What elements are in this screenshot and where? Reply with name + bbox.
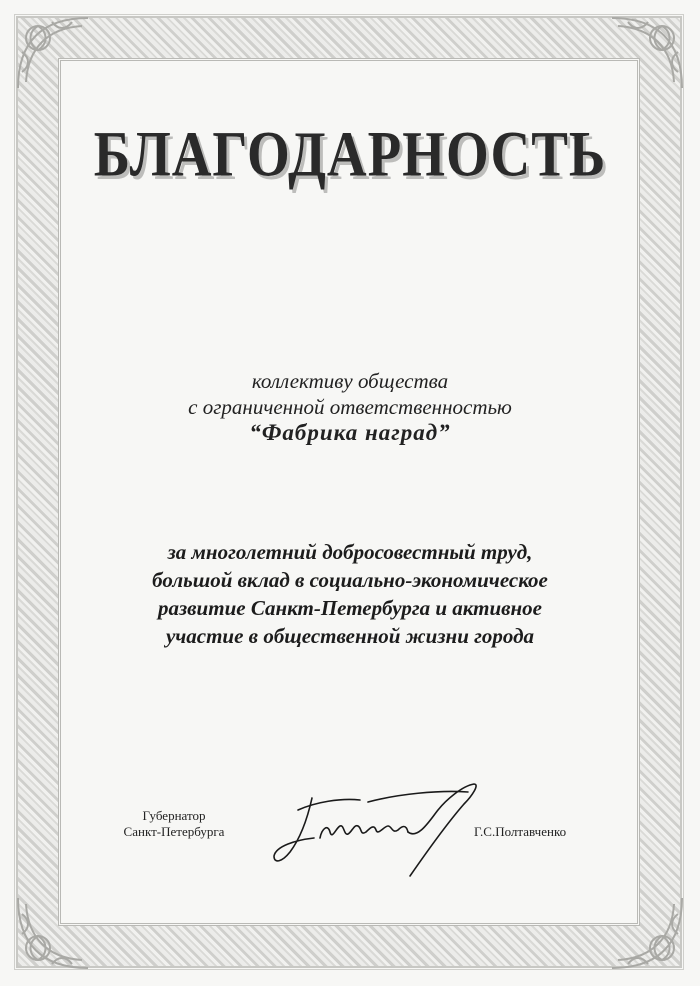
reason-line: развитие Санкт-Петербурга и активное [157, 596, 543, 620]
reason-line: за многолетний добросовестный труд, [167, 540, 533, 564]
signer-position-line: Санкт-Петербурга [123, 824, 225, 839]
organization-name: “Фабрика наград” [249, 420, 451, 445]
certificate-title: БЛАГОДАРНОСТЬ [93, 117, 607, 190]
signer-position [114, 808, 234, 840]
recipient-line: коллективу общества [251, 369, 449, 393]
signer-position-line: Губернатор [142, 808, 206, 823]
reason-line: участие в общественной жизни города [165, 624, 535, 648]
reason-block [60, 538, 640, 650]
handwritten-signature [268, 780, 483, 880]
reason-line: большой вклад в социально-экономическое [152, 568, 548, 592]
certificate-content [60, 60, 640, 926]
signer-name: Г.С.Полтавченко [474, 824, 567, 839]
recipient-line: с ограниченной ответственностью [188, 395, 512, 419]
recipient-block [60, 368, 640, 446]
